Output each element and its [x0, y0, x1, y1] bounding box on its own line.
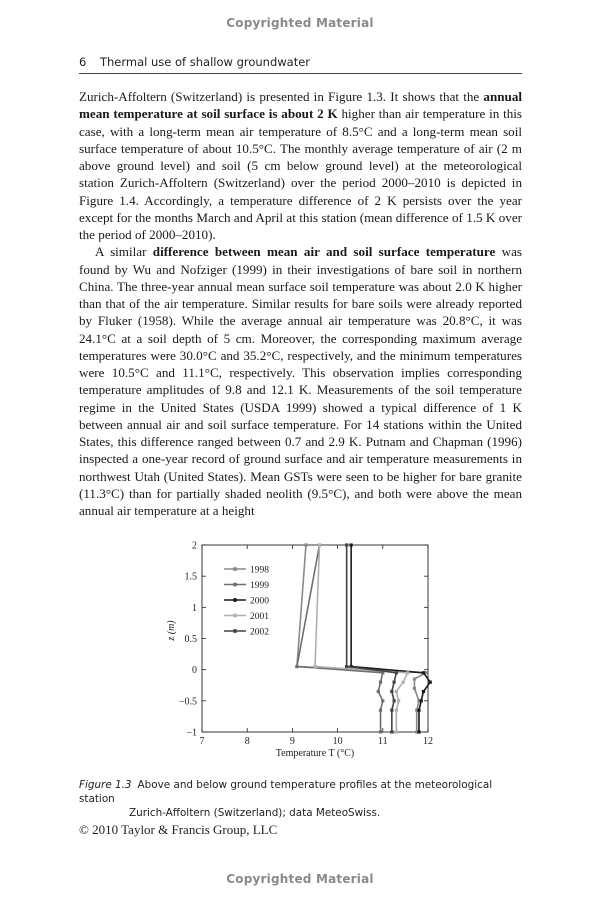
running-head — [79, 55, 522, 69]
series-point-2001 — [313, 665, 316, 668]
x-tick-label: 10 — [332, 736, 343, 747]
x-tick-label: 8 — [244, 736, 250, 747]
temperature-profile-chart — [160, 536, 450, 766]
series-point-2002 — [390, 690, 393, 693]
paragraph-1-bold: annual mean temperature at soil surface is about 2 K — [79, 89, 522, 122]
page-number: 6 — [79, 55, 87, 69]
legend-label-2002: 2002 — [250, 627, 269, 638]
series-point-2001 — [406, 671, 409, 674]
series-point-2001 — [395, 709, 398, 712]
x-tick-label: 12 — [423, 736, 433, 747]
y-tick-label: 2 — [192, 540, 197, 552]
series-point-2002 — [393, 699, 396, 702]
legend-marker-1998 — [233, 567, 237, 571]
series-point-1999 — [377, 690, 380, 693]
y-tick-label: −0.5 — [178, 696, 197, 708]
legend-label-2000: 2000 — [250, 596, 269, 607]
y-tick-label: 1 — [192, 602, 197, 614]
figure-caption — [79, 778, 522, 820]
legend-marker-2001 — [233, 614, 237, 618]
legend-marker-2002 — [233, 629, 237, 633]
y-tick-label: 0 — [192, 665, 197, 677]
series-point-2001 — [395, 730, 398, 733]
series-point-2000 — [417, 730, 420, 733]
series-point-2002 — [390, 730, 393, 733]
header-rule — [79, 73, 522, 74]
series-point-1998 — [413, 677, 416, 680]
series-point-2002 — [395, 671, 398, 674]
series-point-2001 — [402, 681, 405, 684]
legend-label-1999: 1999 — [250, 581, 269, 591]
figure-1-3 — [160, 536, 450, 766]
series-point-2002 — [345, 665, 348, 668]
paragraph-2-text-a: A similar — [95, 244, 153, 260]
paragraph-1 — [79, 88, 522, 243]
series-point-2000 — [422, 671, 425, 674]
series-line-2002 — [347, 545, 397, 732]
y-tick-label: −1 — [186, 727, 197, 739]
series-point-1999 — [381, 699, 384, 702]
paragraph-2 — [79, 243, 522, 519]
series-point-2001 — [395, 690, 398, 693]
y-tick-label: 0.5 — [184, 634, 197, 645]
series-point-2002 — [393, 681, 396, 684]
series-point-1998 — [304, 543, 307, 546]
caption-line-2: Zurich-Affoltern (Switzerland); data MeteoSwiss. — [129, 807, 381, 819]
series-point-2000 — [429, 681, 432, 684]
x-tick-label: 7 — [199, 736, 205, 747]
paragraph-1-text-c: higher than air temperature in this case, with a long-term mean air temperature of 8.5°C and a long-term mean soil surface temperature of about 10.5°C. The monthly average temperature of air (2 m above ground level) and soil (5 cm below ground level) at the meteorological station Zurich-Affoltern (Switzerland) over the period 2000–2010 is depicted in Figure 1.4. Accordingly, a temperature difference of 2 K persists over the year except for the months March and April at this station (mean difference of 1.5 K over the period of 2000–2010). — [79, 106, 522, 242]
copyright-notice: © 2010 Taylor & Francis Group, LLC — [79, 822, 278, 837]
series-point-2000 — [350, 543, 353, 546]
series-point-2000 — [417, 709, 420, 712]
paragraph-2-text-c: was found by Wu and Nofziger (1999) in their investigations of bare soil in northern China. The three-year annual mean surface soil temperature was about 2.0 K higher than that of the air temperature. Similar results for bare soils were already reported by Fluker (1958). While the average annual air temperature was 20.8°C, it was 24.1°C at a soil depth of 5 cm. Moreover, the corresponding maximum average temperatures were 30.0°C and 35.2°C, respectively, and the minimum temperatures were 10.5°C and 11.1°C, respectively. This observation implies corresponding temperature amplitudes of 9.8 and 12.1 K. Measurements of the soil temperature regime in the United States (USDA 1999) showed a typical difference of 1 K between annual air and soil surface temperature. For 14 stations within the United States, this difference ranged between 0.7 and 2.9 K. Putnam and Chapman (1996) inspected a one-year record of ground surface and air temperature measurements in northwest Utah (United States). Mean GSTs were seen to be higher for bare granite (11.3°C) than for partially shaded neolith (9.5°C), and both were above the mean annual air temperature at a height — [79, 244, 523, 518]
x-tick-label: 9 — [289, 736, 295, 747]
series-point-2000 — [420, 699, 423, 702]
watermark-top: Copyrighted Material — [226, 16, 374, 30]
body-text — [79, 88, 522, 519]
series-point-1999 — [379, 681, 382, 684]
series-point-1999 — [379, 730, 382, 733]
series-point-2000 — [422, 690, 425, 693]
series-point-1998 — [413, 687, 416, 690]
legend-marker-2000 — [233, 598, 237, 602]
series-point-2002 — [390, 709, 393, 712]
running-head-title: Thermal use of shallow groundwater — [99, 55, 311, 69]
y-tick-label: 1.5 — [184, 571, 197, 583]
watermark-bottom: Copyrighted Material — [226, 872, 374, 886]
legend-marker-1999 — [233, 583, 237, 587]
series-point-2001 — [397, 699, 400, 702]
series-point-1999 — [379, 709, 382, 712]
legend-label-2001: 2001 — [250, 612, 269, 622]
caption-line-1: Above and below ground temperature profiles at the meteorological station — [79, 779, 493, 805]
series-point-1999 — [295, 665, 298, 668]
series-line-1999 — [297, 545, 383, 732]
x-axis-label: Temperature T (°C) — [275, 748, 355, 759]
paragraph-2-bold: difference between mean air and soil surface temperature — [152, 244, 496, 260]
figure-label: Figure 1.3 — [79, 779, 132, 791]
paragraph-1-text-a: Zurich-Affoltern (Switzerland) is presented in Figure 1.3. It shows that the — [79, 89, 484, 104]
series-point-2001 — [318, 543, 321, 546]
y-axis-label: z (m) — [166, 620, 177, 641]
series-point-2002 — [345, 543, 348, 546]
x-tick-label: 11 — [377, 736, 388, 747]
legend-label-1998: 1998 — [250, 565, 269, 576]
